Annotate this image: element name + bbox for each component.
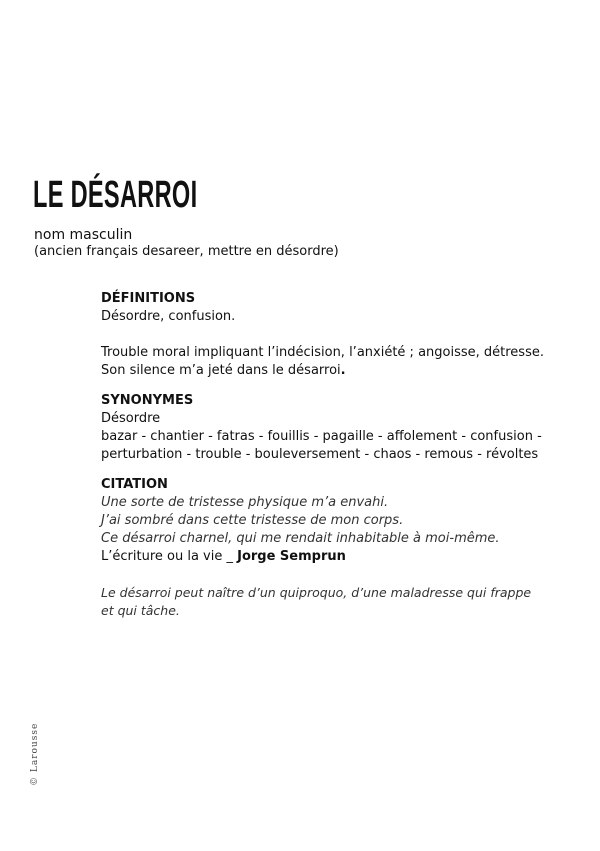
definition-line: Trouble moral impliquant l’indécision, l’anxiété ; angoisse, détresse. <box>101 345 544 360</box>
synonym-line: perturbation - trouble - bouleversement - chaos - remous - révoltes <box>101 447 539 462</box>
example-text: Son silence m’a jeté dans le désarroi <box>101 363 341 378</box>
source-author: Jorge Semprun <box>237 549 346 564</box>
citation-line: J’ai sombré dans cette tristesse de mon corps. <box>101 513 404 528</box>
definitions-heading: DÉFINITIONS <box>101 291 196 306</box>
synonym-line: bazar - chantier - fatras - fouillis - pagaille - affolement - confusion - <box>101 429 542 444</box>
citation-line: Ce désarroi charnel, qui me rendait inhabitable à moi-même. <box>101 531 500 546</box>
note-line: et qui tâche. <box>101 603 180 618</box>
source-title: L’écriture ou la vie _ <box>101 549 238 564</box>
definition-example <box>101 362 591 380</box>
entry-body <box>101 290 591 620</box>
grammar: nom masculin <box>34 227 133 243</box>
page-title: LE DÉSARROI <box>33 174 198 216</box>
citation-source <box>101 548 591 566</box>
synonym-line: Désordre <box>101 411 161 426</box>
synonyms-heading: SYNONYMES <box>101 393 194 408</box>
note-line: Le désarroi peut naître d’un quiproquo, d’une maladresse qui frappe <box>101 585 532 600</box>
etymology: (ancien français desareer, mettre en désordre) <box>34 244 339 259</box>
example-period: . <box>340 363 346 378</box>
definition-line: Désordre, confusion. <box>101 309 236 324</box>
copyright: © Larousse <box>30 722 40 786</box>
citation-line: Une sorte de tristesse physique m’a envahi. <box>101 495 389 510</box>
citation-heading: CITATION <box>101 477 168 492</box>
